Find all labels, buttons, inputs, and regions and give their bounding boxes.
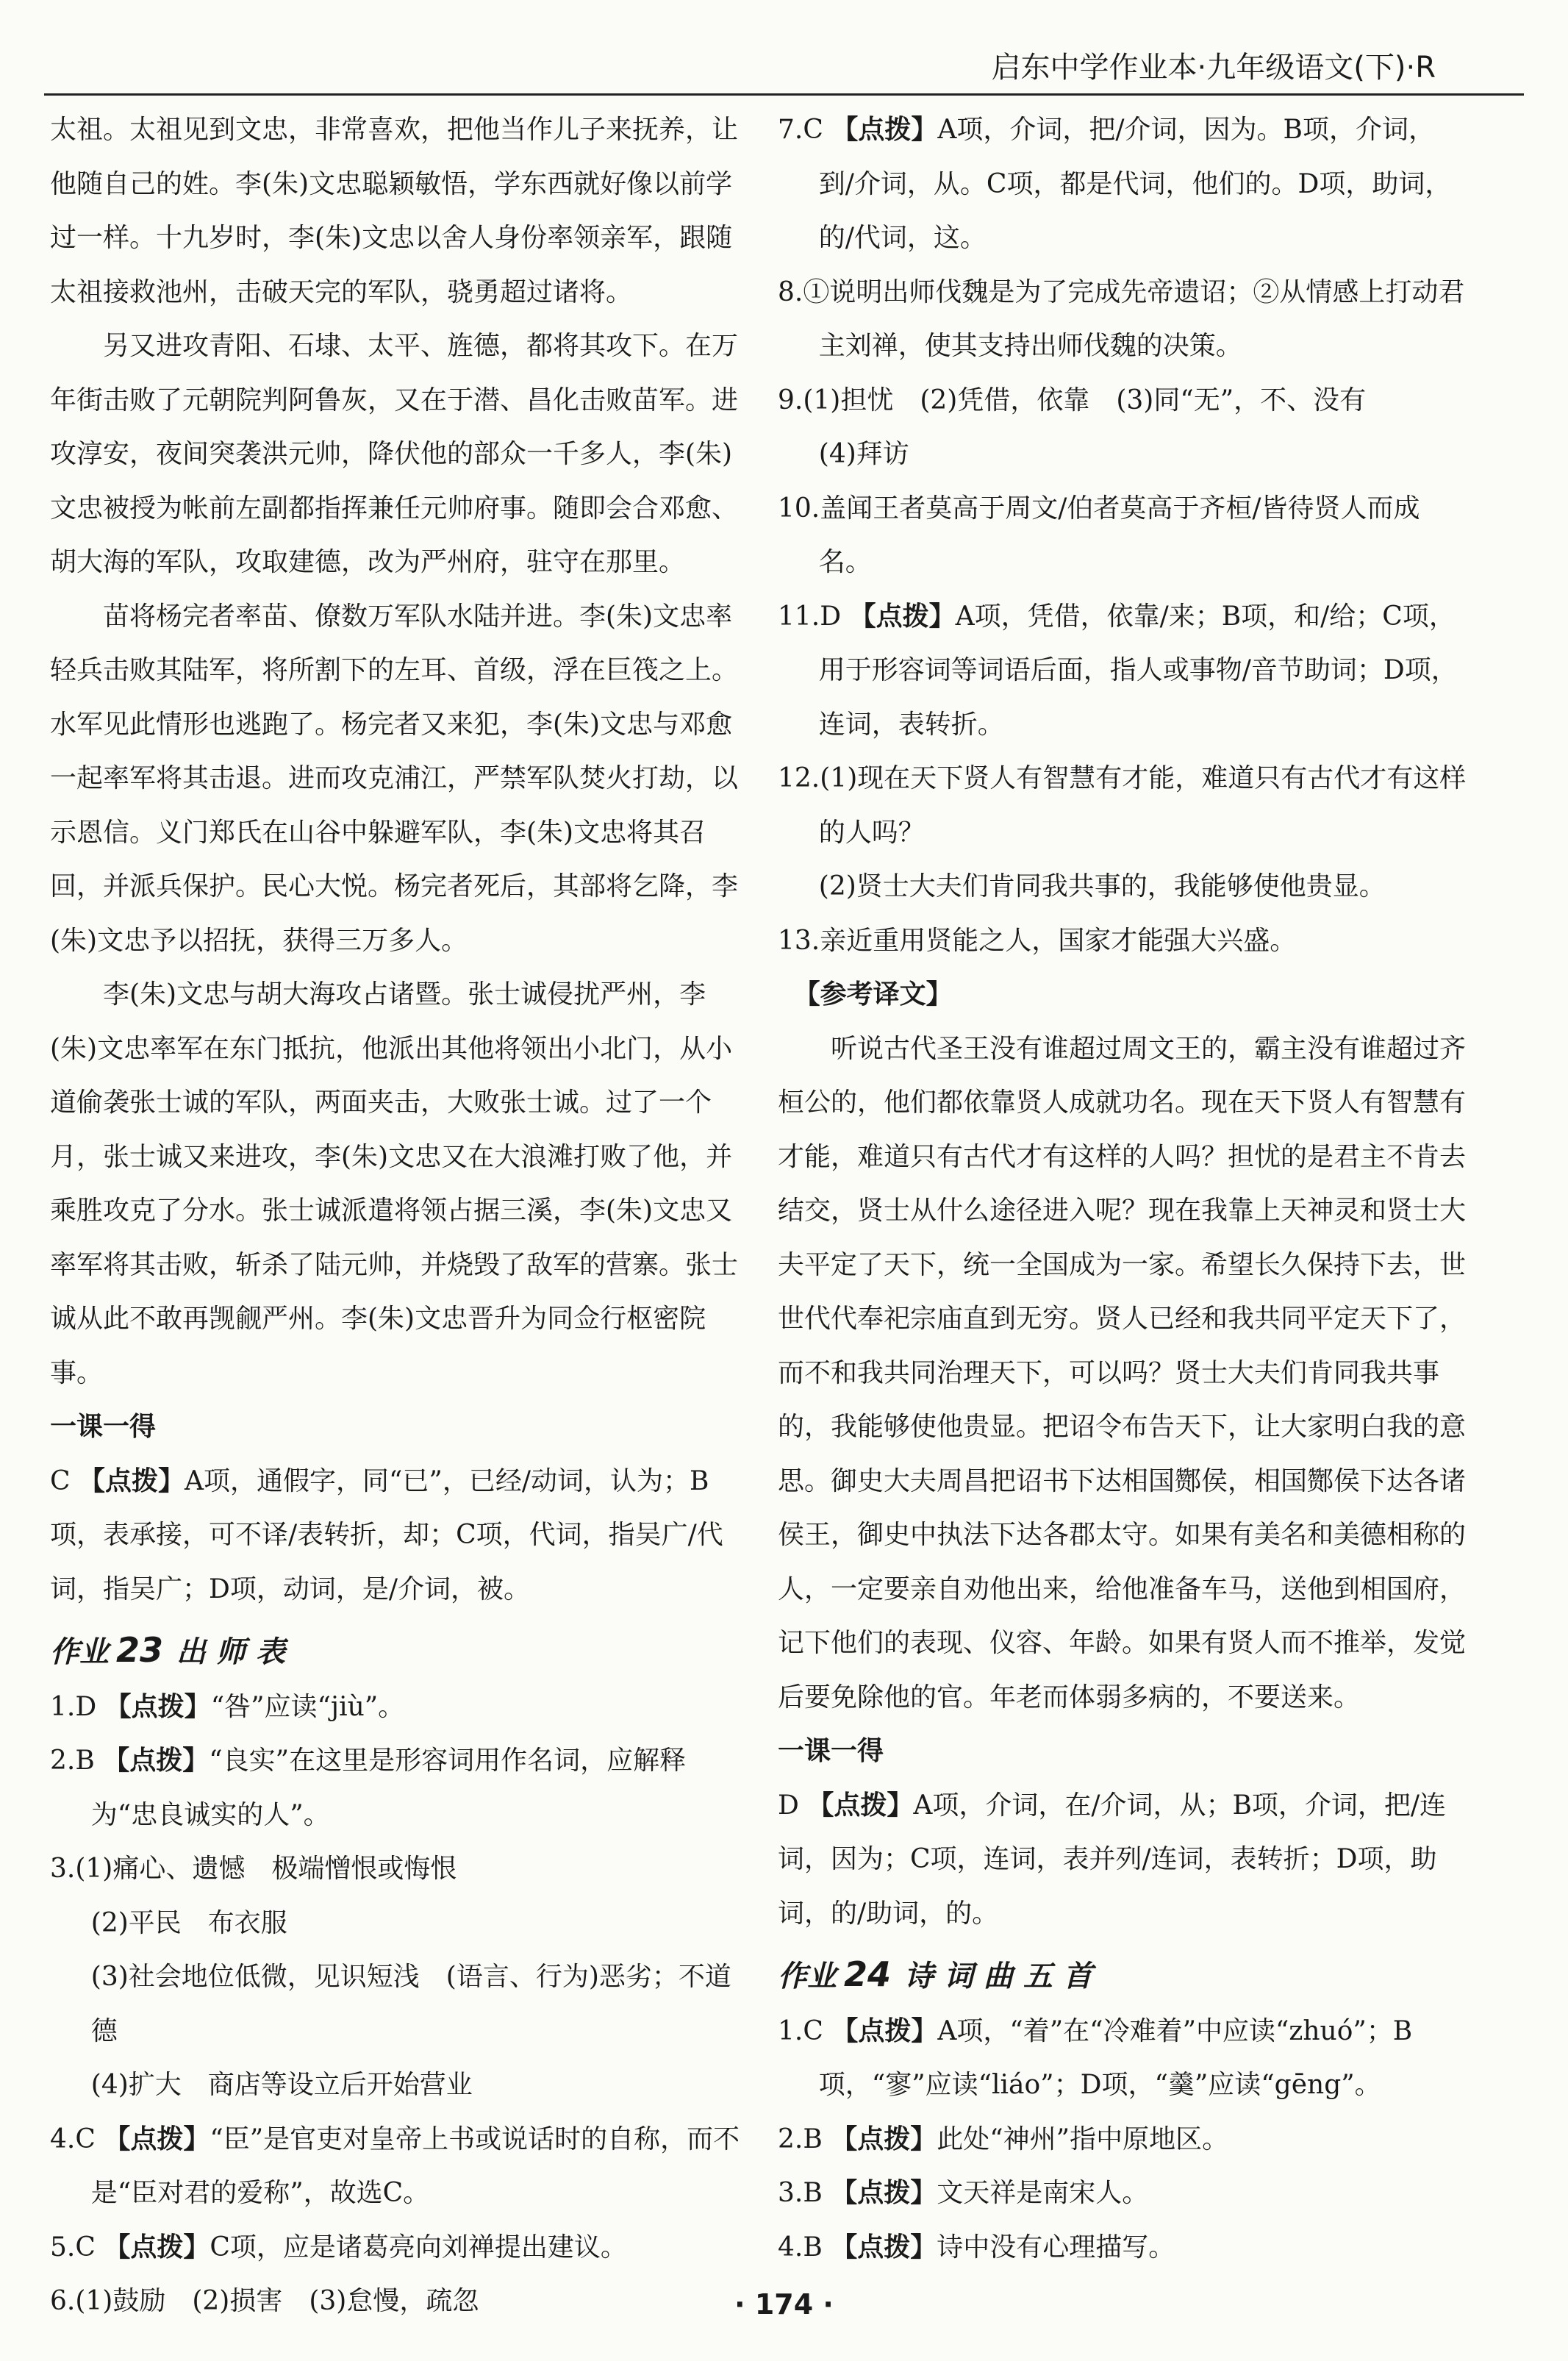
answer-item: 10.盖闻王者莫高于周文/伯者莫高于齐桓/皆待贤人而成名。 [778, 493, 1420, 577]
answer-item: 4.B 【点拨】诗中没有心理描写。 [778, 2232, 1175, 2262]
answer-item: 2.B 【点拨】“良实”在这里是形容词用作名词，应解释为“忠良诚实的人”。 [50, 1746, 687, 1830]
section-title: 一课一得 [50, 1412, 157, 1442]
answer-item: C 【点拨】A项，通假字，同“已”，已经/动词，认为；B项，表承接，可不译/表转折，却；C项，代词，指吴广/代词，指吴广；D项，动词，是/介词，被。 [50, 1465, 723, 1604]
left-column [50, 103, 741, 2329]
answer-item: 5.C 【点拨】C项，应是诸葛亮向刘禅提出建议。 [50, 2232, 627, 2262]
reference-translation-title: 【参考译文】 [793, 979, 953, 1010]
answer-item: 3.(1)痛心、遗憾 极端憎恨或悔恨 [50, 1854, 457, 1884]
homework-heading: 作业 23 出师表 [50, 1630, 296, 1670]
passage-paragraph: 太祖。太祖见到文忠，非常喜欢，把他当作儿子来抚养，让他随自己的姓。李(朱)文忠聪颖敏悟，学东西就好像以前学过一样。十九岁时，李(朱)文忠以舍人身份率领亲军，跟随太祖接救池州，击破天完的军队，骁勇超过诸将。 [50, 115, 739, 307]
answer-item: 11.D 【点拨】A项，凭借，依靠/来；B项，和/给；C项，用于形容词等词语后面，指人或事物/音节助词；D项，连词，表转折。 [778, 601, 1458, 740]
answer-subitem: (3)社会地位低微，见识短浅 (语言、行为)恶劣；不道德 [90, 1962, 731, 2046]
hint-tag: 【点拨】 [79, 1465, 185, 1496]
answer-item: 12.(1)现在天下贤人有智慧有才能，难道只有古代才有这样的人吗？ [778, 763, 1467, 848]
right-column [778, 103, 1469, 2274]
passage-paragraph: 苗将杨完者率苗、僚数万军队水陆并进。李(朱)文忠率轻兵击败其陆军，将所割下的左耳、首级，浮在巨筏之上。水军见此情形也逃跑了。杨完者又来犯，李(朱)文忠与邓愈一起率军将其击退。进而攻克浦江，严禁军队焚火打劫，以示恩信。义门郑氏在山谷中躲避军队，李(朱)文忠将其召回，并派兵保护。民心大悦。杨完者死后，其部将乞降，李(朱)文忠予以招抚，获得三万多人。 [50, 601, 739, 956]
passage-paragraph: 李(朱)文忠与胡大海攻占诸暨。张士诚侵扰严州，李(朱)文忠率军在东门抵抗，他派出其他将领出小北门，从小道偷袭张士诚的军队，两面夹击，大败张士诚。过了一个月，张士诚又来进攻，李(朱)文忠又在大浪滩打败了他，并乘胜攻克了分水。张士诚派遣将领占据三溪，李(朱)文忠又率军将其击败，斩杀了陆元帅，并烧毁了敌军的营寨。张士诚从此不敢再觊觎严州。李(朱)文忠晋升为同佥行枢密院事。 [50, 979, 739, 1388]
passage-paragraph: 另又进攻青阳、石埭、太平、旌德，都将其攻下。在万年街击败了元朝院判阿鲁灰，又在于潜、昌化击败苗军。进攻淳安，夜间突袭洪元帅，降伏他的部众一千多人，李(朱)文忠被授为帐前左副都指挥兼任元帅府事。随即会合邓愈、胡大海的军队，攻取建德，改为严州府，驻守在那里。 [50, 331, 739, 577]
answer-item: 7.C 【点拨】A项，介词，把/介词，因为。B项，介词，到/介词，从。C项，都是代词，他们的。D项，助词，的/代词，这。 [778, 115, 1452, 253]
answer-subitem: (2)贤士大夫们肯同我共事的，我能够使他贵显。 [818, 871, 1386, 901]
hint-tag: 【点拨】 [807, 1790, 914, 1821]
section-title: 一课一得 [778, 1736, 884, 1766]
answer-item: 2.B 【点拨】此处“神州”指中原地区。 [778, 2124, 1229, 2154]
reference-translation: 听说古代圣王没有谁超过周文王的，霸主没有谁超过齐桓公的，他们都依靠贤人成就功名。现在天下贤人有智慧有才能，难道只有古代才有这样的人吗？担忧的是君主不肯去结交，贤士从什么途径进入呢？现在我靠上天神灵和贤士大夫平定了天下，统一全国成为一家。希望长久保持下去，世世代代奉祀宗庙直到无穷。贤人已经和我共同平定天下了，而不和我共同治理天下，可以吗？贤士大夫们肯同我共事的，我能够使他贵显。把诏令布告天下，让大家明白我的意思。御史大夫周昌把诏书下达相国酂侯，相国酂侯下达各诸侯王，御史中执法下达各郡太守。如果有美名和美德相称的人，一定要亲自劝他出来，给他准备车马，送他到相国府，记下他们的表现、仪容、年龄。如果有贤人而不推举，发觉后要免除他的官。年老而体弱多病的，不要送来。 [778, 1033, 1467, 1712]
homework-heading: 作业 24 诗词曲五首 [778, 1954, 1103, 1994]
answer-item: 3.B 【点拨】文天祥是南宋人。 [778, 2178, 1149, 2208]
answer-item: 4.C 【点拨】“臣”是官吏对皇帝上书或说话时的自称，而不是“臣对君的爱称”，故选C。 [50, 2124, 740, 2208]
answer-subitem: (4)扩大 商店等设立后开始营业 [90, 2070, 473, 2100]
page-number: · 174 · [734, 2288, 834, 2321]
answer-subitem: (4)拜访 [818, 439, 909, 469]
answer-subitem: (2)平民 布衣服 [90, 1907, 287, 1938]
answer-item: 6.(1)鼓励 (2)损害 (3)怠慢，疏忽 [50, 2286, 479, 2316]
answer-item: 9.(1)担忧 (2)凭借，依靠 (3)同“无”，不、没有 [778, 385, 1367, 415]
answer-item: 1.D 【点拨】“咎”应读“jiù”。 [50, 1691, 405, 1722]
answer-item: D 【点拨】A项，介词，在/介词，从；B项，介词，把/连词，因为；C项，连词，表并列/连词，表转折；D项，助词，的/助词，的。 [778, 1790, 1447, 1929]
answer-item: 13.亲近重用贤能之人，国家才能强大兴盛。 [778, 925, 1297, 956]
answer-item: 1.C 【点拨】A项，“着”在“冷难着”中应读“zhuó”；B项，“寥”应读“liáo”；D项，“羹”应读“gēng”。 [778, 2015, 1413, 2100]
page-header: 启东中学作业本·九年级语文(下)·R [44, 44, 1524, 96]
answer-item: 8.①说明出师伐魏是为了完成先帝遗诏；②从情感上打动君主刘禅，使其支持出师伐魏的决策。 [778, 276, 1465, 361]
